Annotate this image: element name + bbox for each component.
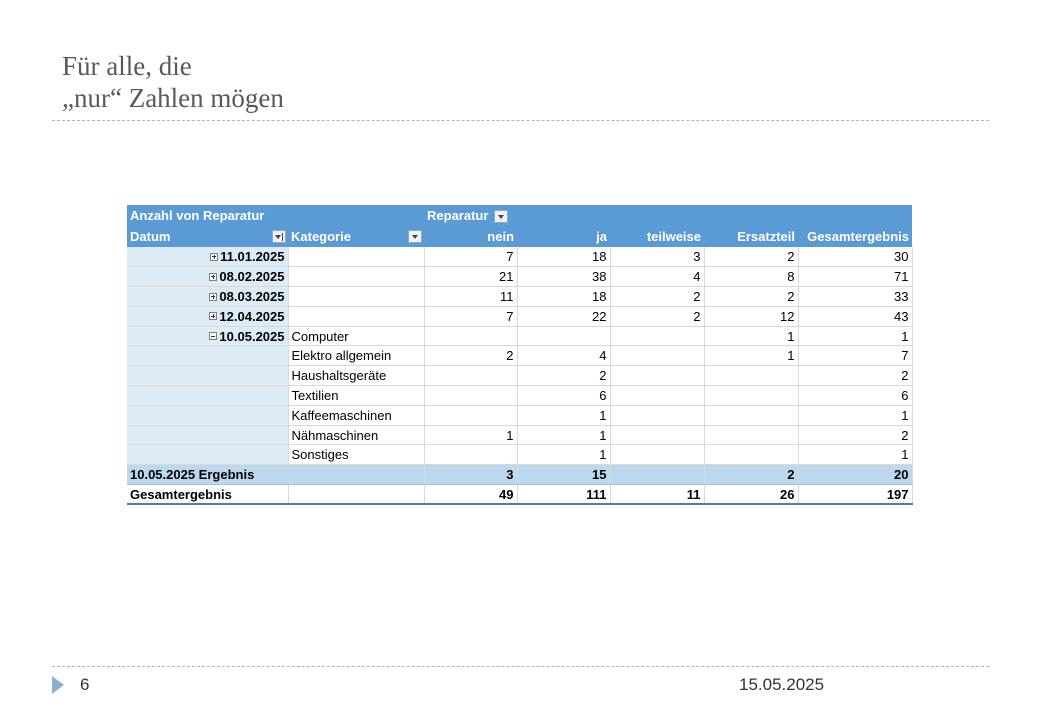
value-cell — [704, 445, 798, 465]
value-cell: 6 — [798, 386, 912, 406]
value-cell — [704, 366, 798, 386]
datum-field-label: Datum — [130, 229, 171, 244]
datum-filter-button[interactable] — [272, 230, 286, 243]
footer-date: 15.05.2025 — [739, 675, 825, 694]
pivot-table — [127, 205, 913, 505]
value-cell — [424, 386, 517, 406]
value-field-label: Anzahl von Reparatur — [127, 205, 424, 226]
subtotal-value: 20 — [798, 465, 912, 485]
category-cell: Nähmaschinen — [288, 425, 424, 445]
date-label: 10.05.2025 — [219, 328, 285, 344]
value-cell: 38 — [517, 267, 610, 287]
category-cell — [288, 287, 424, 307]
grand-total-value: 197 — [798, 485, 912, 505]
date-cell — [127, 386, 288, 406]
grand-total-value: 49 — [424, 485, 517, 505]
subtotal-value: 15 — [517, 465, 610, 485]
grand-total-value: 111 — [517, 485, 610, 505]
table-row — [127, 405, 912, 425]
category-cell — [288, 306, 424, 326]
date-cell — [127, 346, 288, 366]
value-cell: 6 — [517, 386, 610, 406]
value-cell: 11 — [424, 287, 517, 307]
value-cell: 2 — [610, 306, 704, 326]
value-cell — [610, 445, 704, 465]
slide-title-line-1: Für alle, die — [62, 51, 192, 81]
category-cell: Computer — [288, 326, 424, 346]
date-cell — [127, 306, 288, 326]
table-row — [127, 445, 912, 465]
expand-icon[interactable] — [210, 253, 218, 261]
value-cell: 8 — [704, 267, 798, 287]
table-row — [127, 425, 912, 445]
category-cell: Sonstiges — [288, 445, 424, 465]
pivot-header-row-2 — [127, 226, 912, 247]
value-cell: 7 — [798, 346, 912, 366]
date-cell — [127, 247, 288, 267]
value-cell — [517, 326, 610, 346]
value-cell: 2 — [704, 287, 798, 307]
value-cell: 22 — [517, 306, 610, 326]
column-header: Ersatzteil — [704, 226, 798, 247]
category-cell — [288, 247, 424, 267]
table-row — [127, 346, 912, 366]
kategorie-filter-button[interactable] — [408, 230, 422, 243]
value-cell — [610, 386, 704, 406]
value-cell — [610, 405, 704, 425]
reparatur-filter-button[interactable] — [494, 210, 508, 223]
value-cell — [424, 445, 517, 465]
value-cell — [424, 366, 517, 386]
value-cell: 4 — [517, 346, 610, 366]
column-header: teilweise — [610, 226, 704, 247]
value-cell: 1 — [798, 326, 912, 346]
subtotal-value — [610, 465, 704, 485]
value-cell: 33 — [798, 287, 912, 307]
bullet-arrow-icon — [52, 676, 64, 694]
value-cell: 1 — [704, 346, 798, 366]
date-label: 11.01.2025 — [220, 249, 285, 265]
table-row — [127, 366, 912, 386]
slide-title — [62, 50, 284, 114]
kategorie-field-label: Kategorie — [291, 229, 351, 244]
expand-icon[interactable] — [209, 312, 217, 320]
column-field-label: Reparatur — [427, 207, 489, 223]
value-cell — [610, 366, 704, 386]
grand-total-value: 11 — [610, 485, 704, 505]
value-cell — [424, 405, 517, 425]
value-cell — [704, 425, 798, 445]
column-field-cell — [424, 205, 517, 226]
value-cell: 1 — [517, 405, 610, 425]
category-cell: Textilien — [288, 386, 424, 406]
date-cell — [127, 425, 288, 445]
pivot-body — [127, 247, 912, 504]
value-cell: 18 — [517, 247, 610, 267]
value-cell: 1 — [517, 425, 610, 445]
grand-total-row — [127, 485, 912, 505]
grand-total-label: Gesamtergebnis — [127, 485, 288, 505]
value-cell: 30 — [798, 247, 912, 267]
value-cell: 12 — [704, 306, 798, 326]
date-cell — [127, 267, 288, 287]
table-row — [127, 287, 912, 307]
value-cell — [704, 386, 798, 406]
table-row — [127, 386, 912, 406]
pivot-header-row-1 — [127, 205, 912, 226]
value-cell — [610, 326, 704, 346]
date-cell — [127, 445, 288, 465]
value-cell: 2 — [704, 247, 798, 267]
value-cell: 18 — [517, 287, 610, 307]
date-label: 08.03.2025 — [219, 288, 285, 304]
date-cell — [127, 326, 288, 346]
value-cell: 2 — [610, 287, 704, 307]
value-cell: 1 — [517, 445, 610, 465]
table-row — [127, 326, 912, 346]
value-cell — [424, 326, 517, 346]
value-cell — [610, 425, 704, 445]
column-header: Gesamtergebnis — [798, 226, 912, 247]
date-cell — [127, 405, 288, 425]
value-cell: 1 — [798, 445, 912, 465]
category-cell: Elektro allgemein — [288, 346, 424, 366]
title-divider — [52, 120, 989, 121]
collapse-icon[interactable] — [209, 332, 217, 340]
footer-divider — [52, 666, 989, 667]
table-row — [127, 247, 912, 267]
expand-icon[interactable] — [209, 293, 217, 301]
datum-field-cell — [127, 226, 288, 247]
grand-total-value: 26 — [704, 485, 798, 505]
expand-icon[interactable] — [209, 273, 217, 281]
category-cell: Haushaltsgeräte — [288, 366, 424, 386]
date-cell — [127, 366, 288, 386]
date-label: 08.02.2025 — [219, 269, 285, 285]
value-cell: 1 — [704, 326, 798, 346]
value-cell: 71 — [798, 267, 912, 287]
value-cell — [610, 346, 704, 366]
subtotal-value: 2 — [704, 465, 798, 485]
category-cell: Kaffeemaschinen — [288, 405, 424, 425]
date-cell — [127, 287, 288, 307]
column-header: ja — [517, 226, 610, 247]
category-cell — [288, 267, 424, 287]
slide-title-line-2: „nur“ Zahlen mögen — [62, 83, 284, 113]
value-cell — [704, 405, 798, 425]
kategorie-field-cell — [288, 226, 424, 247]
value-cell: 3 — [610, 247, 704, 267]
value-cell: 1 — [798, 405, 912, 425]
table-row — [127, 306, 912, 326]
value-cell: 2 — [424, 346, 517, 366]
subtotal-value: 3 — [424, 465, 517, 485]
value-cell: 43 — [798, 306, 912, 326]
value-cell: 2 — [798, 366, 912, 386]
value-cell: 2 — [798, 425, 912, 445]
table-row — [127, 267, 912, 287]
subtotal-label: 10.05.2025 Ergebnis — [127, 465, 424, 485]
value-cell: 21 — [424, 267, 517, 287]
value-cell: 7 — [424, 247, 517, 267]
column-header: nein — [424, 226, 517, 247]
subtotal-row — [127, 465, 912, 485]
value-cell: 1 — [424, 425, 517, 445]
page-number: 6 — [80, 675, 90, 694]
date-label: 12.04.2025 — [219, 308, 285, 324]
value-cell: 2 — [517, 366, 610, 386]
value-cell: 4 — [610, 267, 704, 287]
value-cell: 7 — [424, 306, 517, 326]
